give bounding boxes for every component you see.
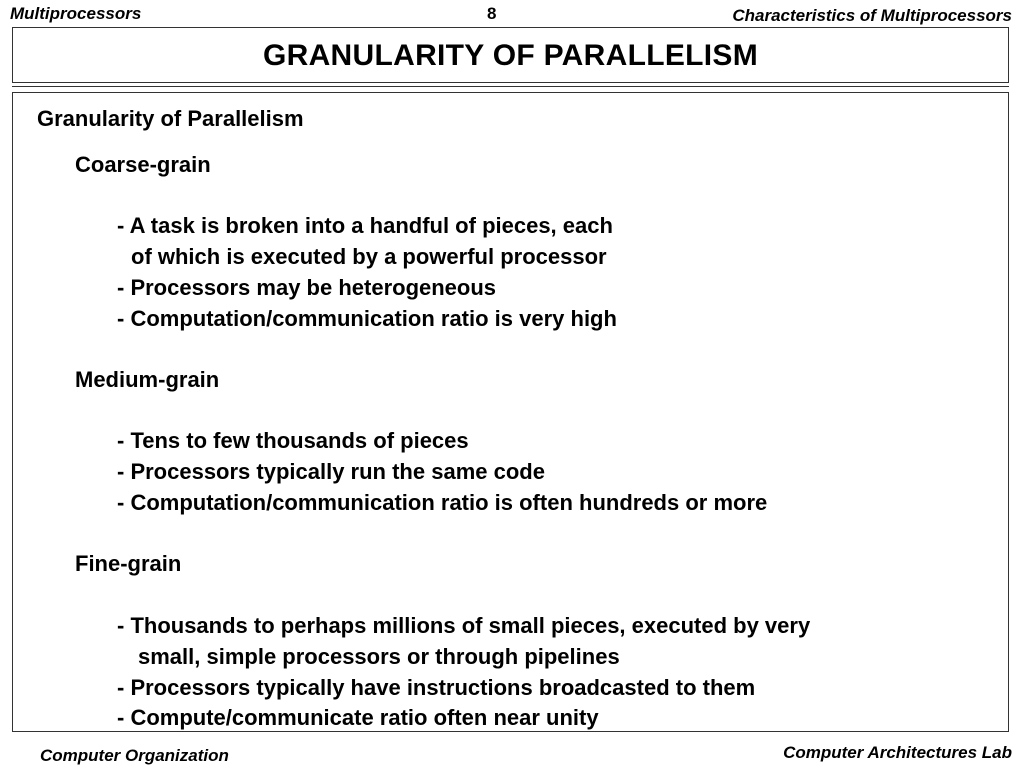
slide-title: GRANULARITY OF PARALLELISM [262,39,758,72]
coarse-grain-line: of which is executed by a powerful processor [131,244,607,269]
fine-grain-line: - Compute/communicate ratio often near unity [117,705,599,730]
header-right-label: Characteristics of Multiprocessors [732,6,1012,25]
fine-grain-line: - Thousands to perhaps millions of small pieces, executed by very [117,613,811,638]
coarse-grain-line: - A task is broken into a handful of pieces, each [117,213,613,238]
fine-grain-line: - Processors typically have instructions broadcasted to them [117,675,756,700]
page-number: 8 [487,4,497,23]
footer-right-label: Computer Architectures Lab [783,743,1012,762]
coarse-grain-line: - Processors may be heterogeneous [117,275,497,300]
medium-grain-line: - Processors typically run the same code [117,459,545,484]
coarse-grain-line: - Computation/communication ratio is very high [117,306,617,331]
coarse-grain-label: Coarse-grain [75,152,211,177]
medium-grain-label: Medium-grain [75,367,220,392]
title-box [12,27,1009,83]
medium-grain-line: - Computation/communication ratio is often hundreds or more [117,490,768,515]
medium-grain-line: - Tens to few thousands of pieces [117,428,469,453]
fine-grain-line: small, simple processors or through pipelines [138,644,620,669]
footer-left-label: Computer Organization [40,746,229,765]
slide-heading: Granularity of Parallelism [37,106,304,131]
fine-grain-label: Fine-grain [75,551,182,576]
header-left-label: Multiprocessors [10,4,142,23]
